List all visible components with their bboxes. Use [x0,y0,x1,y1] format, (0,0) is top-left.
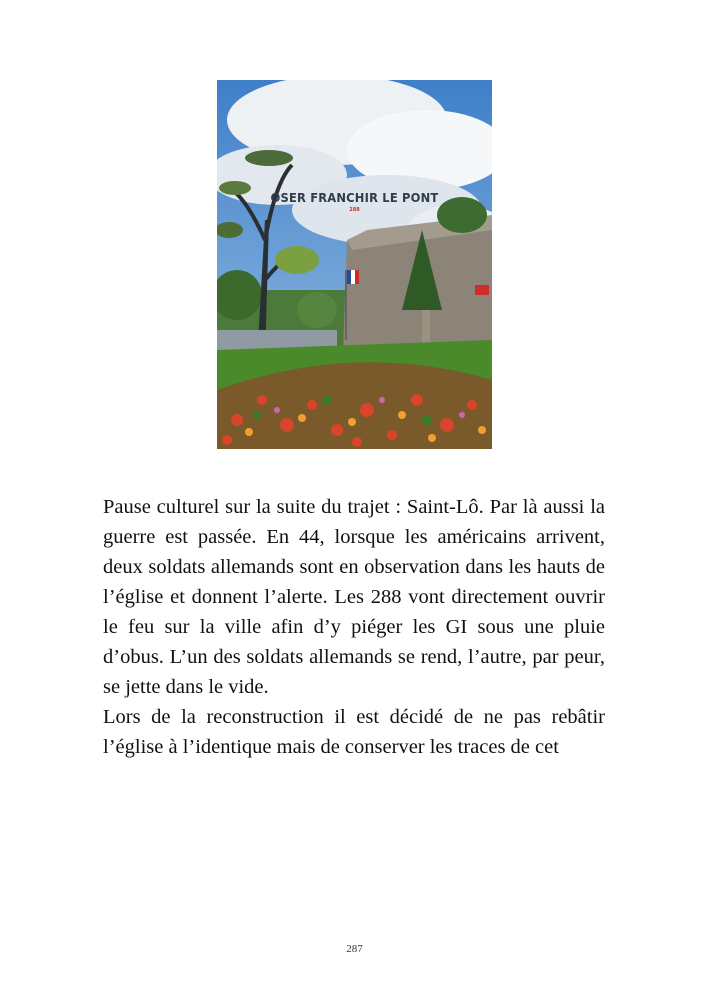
book-cover-image [217,80,492,449]
body-text [103,492,605,762]
cover-title: OSER FRANCHIR LE PONT [270,190,439,205]
paragraph-2: Lors de la reconstruction il est décidé de ne pas rebâtir l’église à l’identique mais de conserver les traces de cet [103,706,605,758]
paragraph-1: Pause culturel sur la suite du trajet : Saint-Lô. Par là aussi la guerre est passée. En 44, lorsque les américains arrivent, deux soldats allemands sont en observation dans les hauts de l’église et donnent l’alerte. Les 288 vont directement ouvrir le feu sur la ville afin d’y piéger les GI sous une pluie d’obus. L’un des soldats allemands se rend, l’autre, par peur, se jette dans le vide. [103,496,605,698]
cover-subtitle: 288 [349,207,360,213]
cover-photo [217,80,492,449]
page-number: 287 [346,943,363,955]
